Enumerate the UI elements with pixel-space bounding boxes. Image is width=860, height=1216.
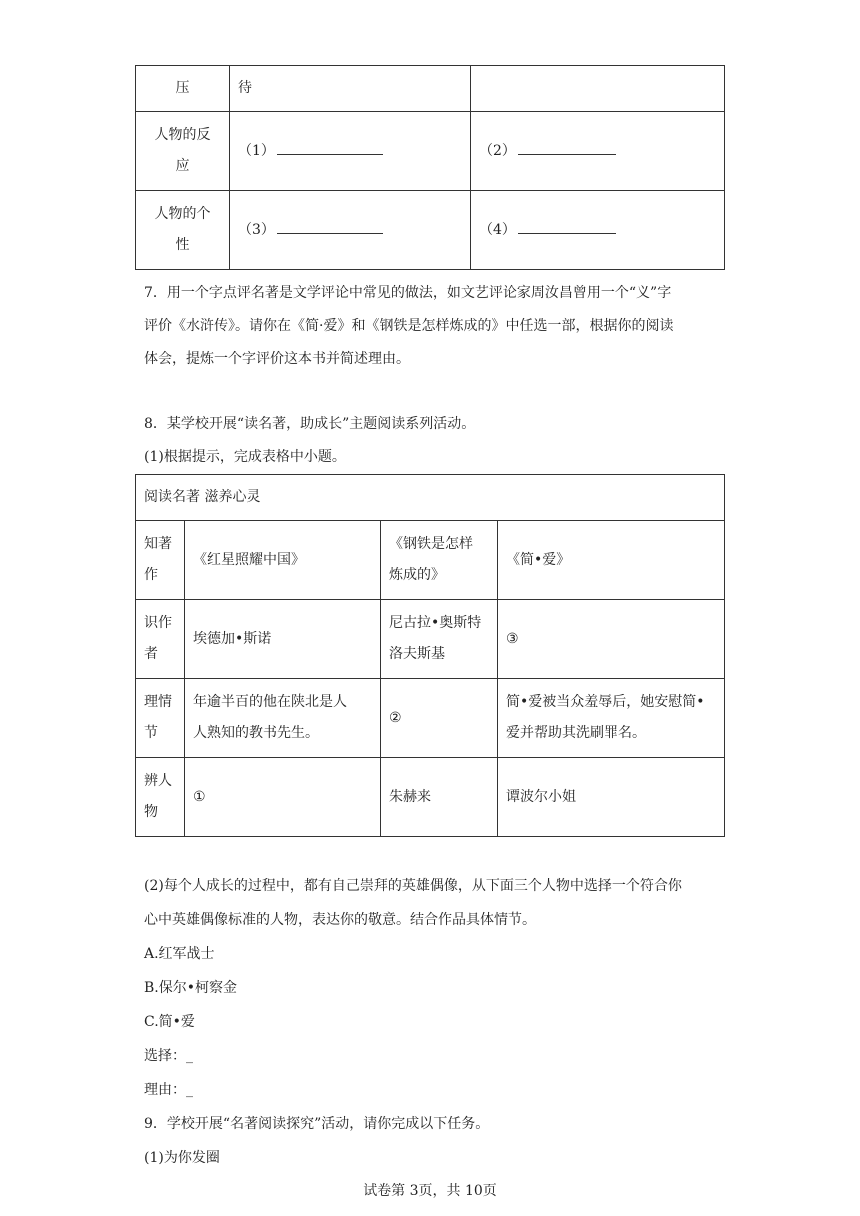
label-line: 物 bbox=[144, 804, 158, 820]
blank-number: （4） bbox=[479, 221, 516, 238]
table-header-row bbox=[136, 475, 725, 521]
table-row bbox=[136, 112, 725, 191]
q9-sub1: (1)为你发圈 bbox=[144, 1150, 220, 1166]
cell-line: 尼古拉•奥斯特 bbox=[389, 615, 482, 631]
reason-answer[interactable]: 理由：_ bbox=[144, 1082, 193, 1098]
answer-blank[interactable] bbox=[277, 138, 383, 155]
label-line: 作 bbox=[144, 567, 158, 583]
cell-author bbox=[381, 600, 498, 679]
q7-line: 评价《水浒传》。请你在《简·爱》和《钢铁是怎样炼成的》中任选一部，根据你的阅读 bbox=[144, 318, 674, 334]
table-row bbox=[136, 521, 725, 600]
q8-sub1: (1)根据提示，完成表格中小题。 bbox=[144, 449, 346, 465]
row-label-character bbox=[136, 191, 230, 270]
label-line: 应 bbox=[175, 158, 190, 174]
table-header: 阅读名著 滋养心灵 bbox=[136, 475, 725, 521]
answer-blank[interactable] bbox=[277, 217, 383, 234]
label-line: 人物的个 bbox=[154, 206, 211, 222]
q7-line: 体会，提炼一个字评价这本书并简述理由。 bbox=[144, 351, 410, 367]
table-character-analysis bbox=[135, 65, 725, 270]
answer-cell-3[interactable]: ③ bbox=[498, 600, 725, 679]
cell-line: 简•爱被当众羞辱后，她安慰简• bbox=[506, 694, 705, 710]
table-row bbox=[136, 758, 725, 837]
cell-book bbox=[381, 521, 498, 600]
cell-book: 《简•爱》 bbox=[498, 521, 725, 600]
label-line: 性 bbox=[175, 237, 190, 253]
answer-cell-1[interactable]: ① bbox=[185, 758, 381, 837]
cell-line: 洛夫斯基 bbox=[389, 646, 445, 662]
cell-line: 《钢铁是怎样 bbox=[389, 536, 473, 552]
row-label-reaction bbox=[136, 112, 230, 191]
option-a: A.红军战士 bbox=[144, 946, 215, 962]
row-label-press: 压 bbox=[136, 66, 230, 112]
cell-plot bbox=[498, 679, 725, 758]
q9-intro: 9．学校开展“名著阅读探究”活动，请你完成以下任务。 bbox=[144, 1116, 490, 1132]
row-label bbox=[136, 679, 185, 758]
cell-line: 炼成的》 bbox=[389, 567, 445, 583]
table-reading-classics bbox=[135, 474, 725, 837]
page-footer: 试卷第 3页，共 10页 bbox=[363, 1183, 497, 1199]
table-row bbox=[136, 66, 725, 112]
label-line: 者 bbox=[144, 646, 158, 662]
label-line: 理情 bbox=[144, 694, 172, 710]
answer-cell-3[interactable] bbox=[230, 191, 471, 270]
cell-line: 人熟知的教书先生。 bbox=[193, 725, 319, 741]
blank-number: （1） bbox=[238, 142, 275, 159]
answer-blank[interactable] bbox=[518, 217, 616, 234]
option-b: B.保尔•柯察金 bbox=[144, 980, 237, 996]
table-row bbox=[136, 600, 725, 679]
answer-cell-2[interactable]: ② bbox=[381, 679, 498, 758]
table-row bbox=[136, 679, 725, 758]
option-c: C.简•爱 bbox=[144, 1014, 195, 1030]
label-line: 辨人 bbox=[144, 773, 172, 789]
table-row bbox=[136, 191, 725, 270]
blank-number: （3） bbox=[238, 221, 275, 238]
label-line: 识作 bbox=[144, 615, 172, 631]
answer-cell-1[interactable] bbox=[230, 112, 471, 191]
q8-intro: 8．某学校开展“读名著，助成长”主题阅读系列活动。 bbox=[144, 416, 476, 432]
q7-line: 7．用一个字点评名著是文学评论中常见的做法，如文艺评论家周汝昌曾用一个“义”字 bbox=[144, 285, 672, 301]
label-line: 知著 bbox=[144, 536, 172, 552]
row-label bbox=[136, 521, 185, 600]
cell-book: 《红星照耀中国》 bbox=[185, 521, 381, 600]
cell-plot bbox=[185, 679, 381, 758]
cell-author: 埃德加•斯诺 bbox=[185, 600, 381, 679]
answer-blank[interactable] bbox=[518, 138, 616, 155]
label-line: 节 bbox=[144, 725, 158, 741]
row-label bbox=[136, 758, 185, 837]
cell-character: 谭波尔小姐 bbox=[498, 758, 725, 837]
cell-character: 朱赫来 bbox=[381, 758, 498, 837]
choice-answer[interactable]: 选择：_ bbox=[144, 1048, 193, 1064]
cell-line: 爱并帮助其洗刷罪名。 bbox=[506, 725, 646, 741]
blank-number: （2） bbox=[479, 142, 516, 159]
cell-press-value: 待 bbox=[230, 66, 471, 112]
answer-cell-2[interactable] bbox=[471, 112, 725, 191]
q8-sub2-line: 心中英雄偶像标准的人物，表达你的敬意。结合作品具体情节。 bbox=[144, 912, 536, 928]
cell-press-empty bbox=[471, 66, 725, 112]
q8-sub2-line: (2)每个人成长的过程中，都有自己崇拜的英雄偶像，从下面三个人物中选择一个符合你 bbox=[144, 878, 682, 894]
row-label bbox=[136, 600, 185, 679]
cell-line: 年逾半百的他在陕北是人 bbox=[193, 694, 347, 710]
answer-cell-4[interactable] bbox=[471, 191, 725, 270]
label-line: 人物的反 bbox=[154, 127, 211, 143]
